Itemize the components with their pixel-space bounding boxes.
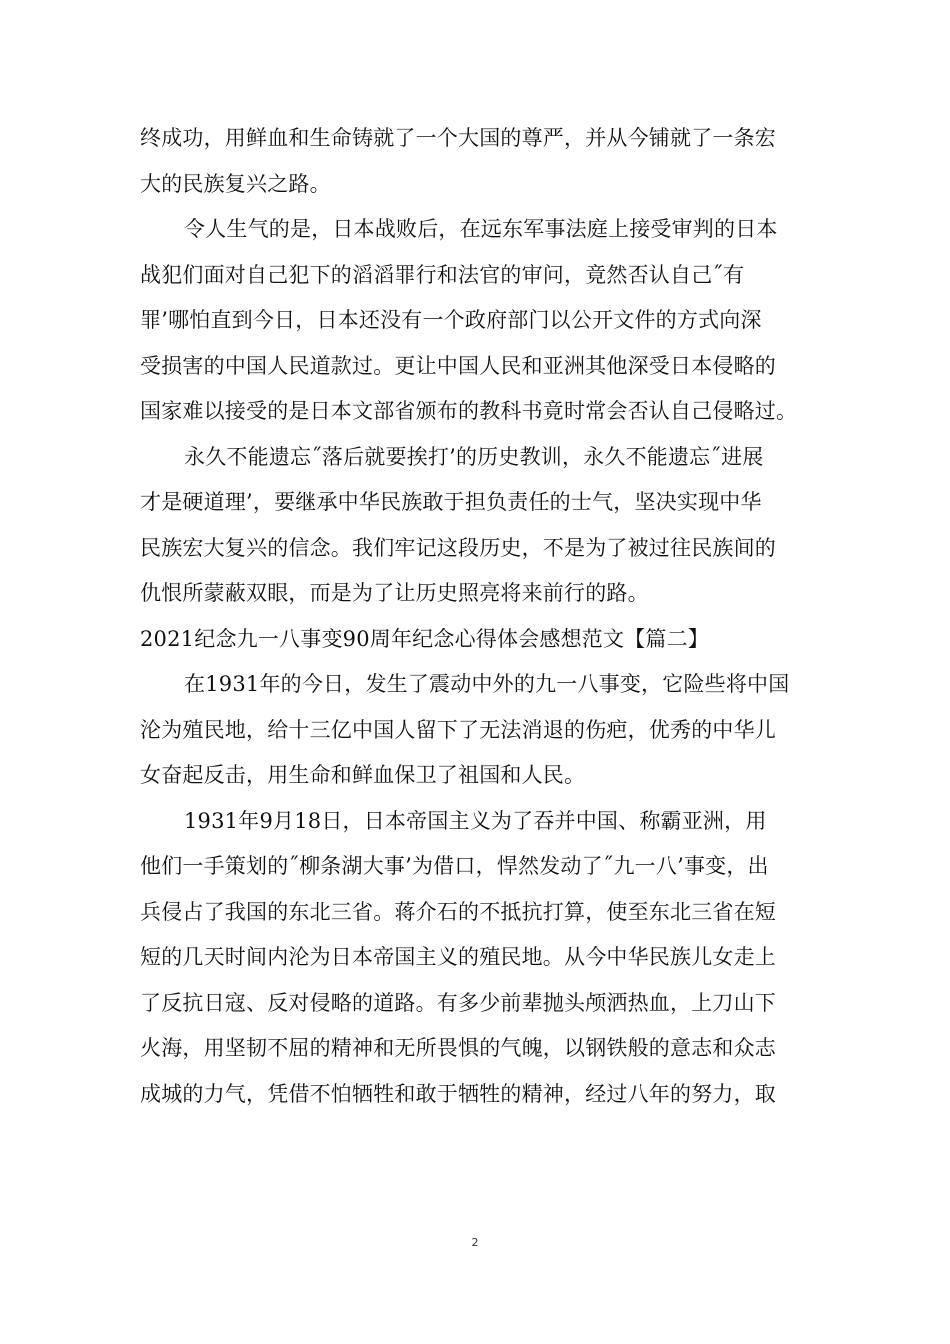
text-line: 短的几天时间内沦为日本帝国主义的殖民地。从今中华民族儿女走上: [140, 945, 776, 969]
paragraph: [140, 662, 830, 799]
text-line: 国家难以接受的是日本文部省颁布的教科书竟时常会否认自己侵略过。: [140, 399, 798, 423]
text-line: 女奋起反击，用生命和鲜血保卫了祖国和人民。: [140, 763, 586, 787]
paragraph: [140, 207, 830, 435]
text-line: 1931年9月18日，日本帝国主义为了吞并中国、称霸亚洲，用: [184, 808, 767, 833]
text-line: 终成功，用鲜血和生命铸就了一个大国的尊严，并从今铺就了一条宏: [140, 126, 776, 150]
text-line: 仇恨所蒙蔽双眼，而是为了让历史照亮将来前行的路。: [140, 581, 649, 605]
text-line: 2021纪念九一八事变90周年纪念心得体会感想范文【篇二】: [140, 626, 709, 651]
document-body: [140, 116, 830, 1117]
text-line: 才是硬道理’，要继承中华民族敢于担负责任的士气，坚决实现中华: [140, 490, 762, 514]
text-line: 了反抗日寇、反对侵略的道路。有多少前辈抛头颅洒热血，上刀山下: [140, 990, 776, 1015]
text-line: 火海，用坚韧不屈的精神和无所畏惧的气魄，以钢铁般的意志和众志: [140, 1036, 776, 1060]
text-line: 战犯们面对自己犯下的滔滔罪行和法官的审问，竟然否认自己˝有: [140, 262, 745, 287]
text-line: 在1931年的今日，发生了震动中外的九一八事变，它险些将中国: [184, 672, 790, 696]
paragraph: [140, 617, 830, 663]
paragraph: [140, 116, 830, 207]
text-line: 罪’哪怕直到今日，日本还没有一个政府部门以公开文件的方式向深: [140, 308, 762, 332]
text-line: 永久不能遗忘˝落后就要挨打’的历史教训，永久不能遗忘˝进展: [184, 444, 764, 469]
text-line: 他们一手策划的˝柳条湖大事’为借口，悍然发动了˝九一八’事变，出: [140, 854, 769, 878]
text-line: 受损害的中国人民道款过。更让中国人民和亚洲其他深受日本侵略的: [140, 353, 776, 378]
text-line: 沦为殖民地，给十三亿中国人留下了无法消退的伤疤，优秀的中华儿: [140, 717, 776, 742]
text-line: 民族宏大复兴的信念。我们牢记这段历史，不是为了被过往民族间的: [140, 535, 776, 560]
paragraph: [140, 435, 830, 617]
text-line: 成城的力气，凭借不怕牺牲和敢于牺牲的精神，经过八年的努力，取: [140, 1081, 776, 1106]
text-line: 令人生气的是，日本战败后，在远东军事法庭上接受审判的日本: [184, 217, 778, 241]
text-line: 大的民族复兴之路。: [140, 171, 331, 196]
page-number: 2: [471, 1236, 479, 1249]
paragraph: [140, 799, 830, 1118]
text-line: 兵侵占了我国的东北三省。蒋介石的不抵抗打算，使至东北三省在短: [140, 899, 776, 924]
